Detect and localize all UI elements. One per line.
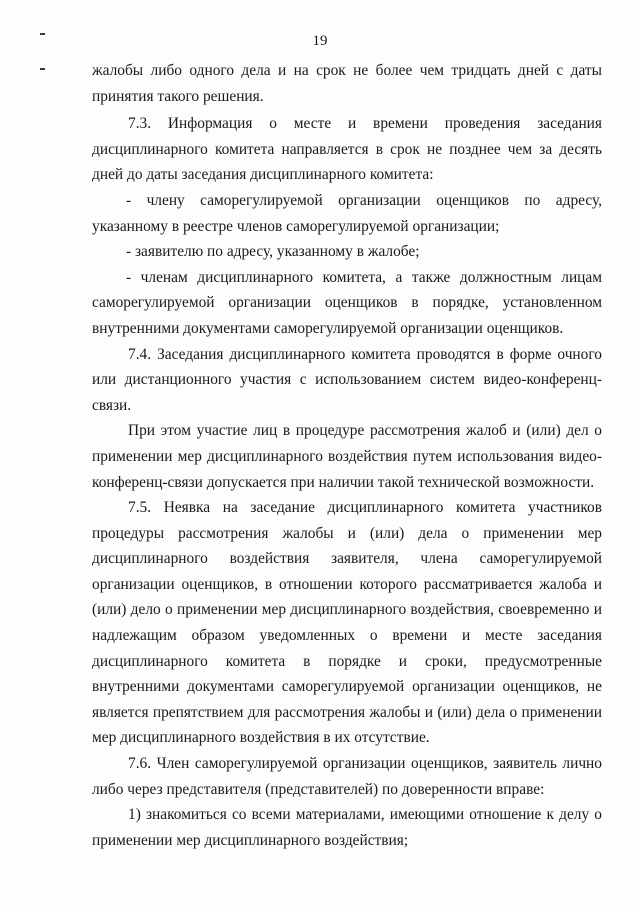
paragraph-7-4-note: При этом участие лиц в процедуре рассмотрения жалоб и (или) дел о применении мер дисциплинарного воздействия путем использования видео-конференц-связи допускается при наличии такой технической возможности. <box>92 422 602 491</box>
list-item-applicant: - заявителю по адресу, указанному в жалобе; <box>126 243 420 261</box>
list-item-committee: - членам дисциплинарного комитета, а также должностным лицам саморегулируемой организации оценщиков в порядке, установленном внутренними документами саморегулируемой организации оценщиков. <box>92 268 602 337</box>
paragraph-7-3: 7.3. Информация о месте и времени проведения заседания дисциплинарного комитета направляется в срок не позднее чем за десять дней до даты заседания дисциплинарного комитета: <box>92 115 602 184</box>
paragraph-7-5: 7.5. Неявка на заседание дисциплинарного комитета участников процедуры рассмотрения жалобы и (или) дела о применении мер дисциплинарного воздействия заявителя, члена саморегулируемой организации оценщиков, в отношении которого рассматривается жалоба и (или) дело о применении мер дисциплинарного воздействия, своевременно и надлежащим образом уведомленных о времени и месте заседания дисциплинарного комитета в порядке и сроки, предусмотренные внутренними документами саморегулируемой организации оценщиков, не является препятствием для рассмотрения жалобы и (или) дела о применении мер дисциплинарного воздействия в их отсутствие. <box>92 499 602 747</box>
document-body <box>92 58 602 853</box>
paragraph-7-4: 7.4. Заседания дисциплинарного комитета проводятся в форме очного или дистанционного участия с использованием систем видео-конференц-связи. <box>92 345 602 414</box>
page-number: 19 <box>312 33 328 49</box>
paragraph-7-6-item-1: 1) знакомиться со всеми материалами, имеющими отношение к делу о применении мер дисциплинарного воздействия; <box>92 806 602 849</box>
paragraph-7-6: 7.6. Член саморегулируемой организации оценщиков, заявитель лично либо через представителя (представителей) по доверенности вправе: <box>92 755 602 798</box>
scan-mark-bottom <box>40 68 45 70</box>
paragraph-continuation: жалобы либо одного дела и на срок не более чем тридцать дней с даты принятия такого решения. <box>92 62 602 105</box>
list-item-member: - члену саморегулируемой организации оценщиков по адресу, указанному в реестре членов саморегулируемой организации; <box>92 191 602 235</box>
